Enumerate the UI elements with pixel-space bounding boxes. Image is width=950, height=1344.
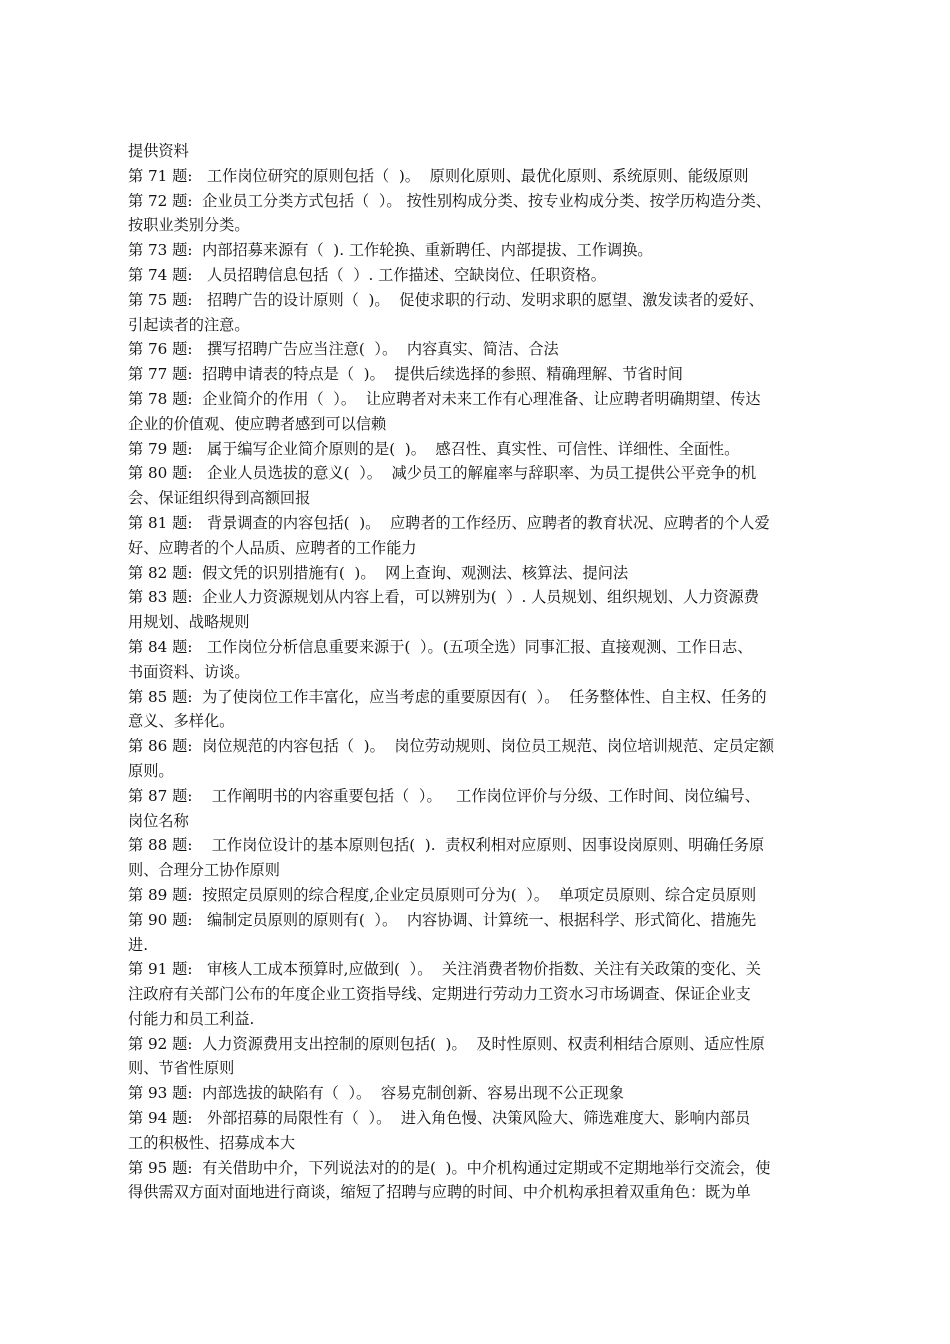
text-line: 第 92 题: 人力资源费用支出控制的原则包括( )。 及时性原则、权责利相结合原则、适应性原 bbox=[128, 1034, 765, 1053]
text-line: 第 82 题: 假文凭的识别措施有( )。 网上查询、观测法、核算法、提问法 bbox=[128, 563, 629, 582]
text-line: 第 87 题: 工作阐明书的内容重要包括（ ）。 工作岗位评价与分级、工作时间、岗位编号、 bbox=[128, 786, 760, 805]
text-line: 提供资料 bbox=[128, 142, 189, 160]
text-line: 岗位名称 bbox=[128, 811, 189, 830]
text-line: 第 73 题: 内部招募来源有（ ). 工作轮换、重新聘任、内部提拔、工作调换。 bbox=[128, 241, 653, 260]
text-line: 第 93 题: 内部选拔的缺陷有（ ）。 容易克制创新、容易出现不公正现象 bbox=[128, 1084, 624, 1103]
text-line: 第 78 题: 企业简介的作用（ ）。 让应聘者对未来工作有心理准备、让应聘者明确期望、传达 bbox=[128, 389, 761, 408]
text-line: 则、节省性原则 bbox=[128, 1059, 235, 1078]
text-line: 第 71 题: 工作岗位研究的原则包括（ )。 原则化原则、最优化原则、系统原则、能级原则 bbox=[128, 166, 749, 185]
text-line: 第 89 题: 按照定员原则的综合程度,企业定员原则可分为( ）。 单项定员原则、综合定员原则 bbox=[128, 885, 757, 904]
text-line: 进. bbox=[128, 935, 149, 954]
text-line: 用规划、战略规则 bbox=[128, 613, 250, 632]
text-line: 意义、多样化。 bbox=[128, 712, 235, 731]
text-line: 第 84 题: 工作岗位分析信息重要来源于( ）。(五项全选）同事汇报、直接观测、工作日志、 bbox=[128, 637, 753, 656]
text-line: 第 94 题: 外部招募的局限性有（ ）。 进入角色慢、决策风险大、筛选难度大、影响内部员 bbox=[128, 1109, 751, 1128]
text-line: 得供需双方面对面地进行商谈，缩短了招聘与应聘的时间、中介机构承担着双重角色：既为单 bbox=[128, 1183, 751, 1202]
text-line: 注政府有关部门公布的年度企业工资指导线、定期进行劳动力工资水习市场调查、保证企业支 bbox=[128, 985, 751, 1004]
text-line: 第 88 题: 工作岗位设计的基本原则包括( ). 责权利相对应原则、因事设岗原则、明确任务原 bbox=[128, 836, 765, 855]
text-line: 第 80 题: 企业人员选拔的意义( ）。 减少员工的解雇率与辞职率、为员工提供公平竞争的机 bbox=[128, 464, 757, 483]
text-line: 引起读者的注意。 bbox=[128, 315, 250, 334]
text-line: 第 77 题: 招聘申请表的特点是（ )。 提供后续选择的参照、精确理解、节省时间 bbox=[128, 365, 683, 384]
text-line: 第 75 题: 招聘广告的设计原则（ )。 促使求职的行动、发明求职的愿望、激发读者的爱好、 bbox=[128, 290, 764, 309]
document-body bbox=[128, 139, 828, 1205]
text-line: 第 74 题: 人员招聘信息包括（ ）. 工作描述、空缺岗位、任职资格。 bbox=[128, 265, 606, 284]
text-line: 第 81 题: 背景调查的内容包括( )。 应聘者的工作经历、应聘者的教育状况、应聘者的个人爱 bbox=[128, 513, 770, 532]
text-line: 第 83 题: 企业人力资源规划从内容上看，可以辨别为( ）. 人员规划、组织规划、人力资源费 bbox=[128, 588, 759, 607]
text-line: 工的积极性、招募成本大 bbox=[128, 1133, 296, 1152]
text-line: 则、合理分工协作原则 bbox=[128, 861, 280, 880]
text-line: 付能力和员工利益. bbox=[128, 1009, 255, 1028]
text-line: 第 85 题: 为了使岗位工作丰富化，应当考虑的重要原因有( ）。 任务整体性、自主权、任务的 bbox=[128, 687, 767, 706]
text-line: 会、保证组织得到高额回报 bbox=[128, 489, 311, 508]
text-line: 第 95 题: 有关借助中介，下列说法对的的是( )。中介机构通过定期或不定期地举行交流会，使 bbox=[128, 1158, 771, 1177]
text-line: 书面资料、访谈。 bbox=[128, 662, 250, 681]
text-line: 好、应聘者的个人品质、应聘者的工作能力 bbox=[128, 538, 417, 557]
text-line: 第 90 题: 编制定员原则的原则有( ）。 内容协调、计算统一、根据科学、形式简化、措施先 bbox=[128, 910, 757, 929]
text-line: 第 76 题: 撰写招聘广告应当注意( ）。 内容真实、简洁、合法 bbox=[128, 340, 559, 359]
text-line: 第 91 题: 审核人工成本预算时,应做到( ）。 关注消费者物价指数、关注有关政策的变化、关 bbox=[128, 960, 761, 979]
text-line: 企业的价值观、使应聘者感到可以信赖 bbox=[128, 414, 387, 433]
text-line: 原则。 bbox=[128, 761, 174, 780]
text-line: 第 86 题: 岗位规范的内容包括（ )。 岗位劳动规则、岗位员工规范、岗位培训规范、定员定额 bbox=[128, 737, 775, 756]
text-line: 按职业类别分类。 bbox=[128, 216, 250, 235]
text-line: 第 79 题: 属于编写企业简介原则的是( )。 感召性、真实性、可信性、详细性、全面性。 bbox=[128, 439, 740, 458]
text-line: 第 72 题: 企业员工分类方式包括（ ）。 按性别构成分类、按专业构成分类、按学历构造分类、 bbox=[128, 191, 771, 210]
